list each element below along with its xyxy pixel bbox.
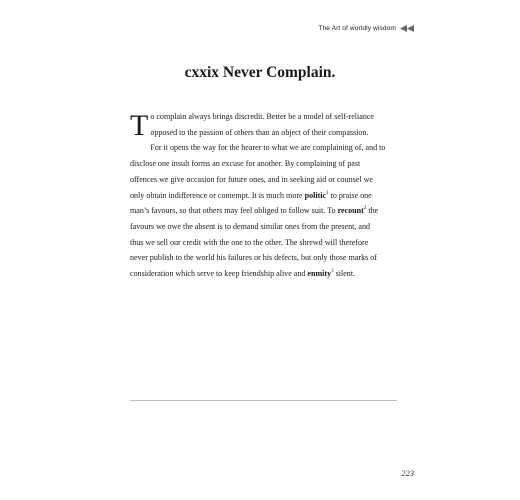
drop-cap: T [130,109,149,142]
text-line [130,156,397,172]
text-run: consideration which serve to keep friendship alive and [130,269,308,279]
footnote-marker: 2 [363,206,367,212]
text-run: only obtain indifference or contempt. It is much more [130,190,305,200]
chapter-title: cxxix Never Complain. [184,64,336,81]
text-run: never publish to the world his failures or his defects, but only those marks of [130,253,377,263]
text-run: o complain always brings discredit. Better be a model of self-reliance [150,112,374,121]
text-run: the [366,206,379,216]
text-run: offences we give occasion for future ones, and in seeking aid or counsel we [130,174,373,184]
glossed-term: recount [337,206,364,216]
running-head-title: The Art of worldly wisdom [318,25,396,32]
text-line [130,203,397,219]
text-run: opposed to the passion of others than an object of their compassion. [150,127,369,137]
text-line [130,219,397,235]
text-line [130,250,397,266]
double-left-arrow-icon [400,25,414,32]
text-run: disclose one insult forms an excuse for another. By complaining of past [130,159,361,169]
text-line [130,188,397,204]
text-line [130,140,397,156]
text-run: favours we owe the absent is to demand similar ones from the present, and [130,221,370,231]
footnote-marker: 1 [326,190,329,196]
body-paragraph [130,109,397,282]
text-run: silent. [333,269,356,279]
text-line [130,266,397,282]
text-line [130,172,397,188]
footnote-divider [130,400,397,401]
glossed-term: politic [304,190,327,200]
paragraph-lines [130,109,397,282]
text-line [130,235,397,251]
footnote-marker: 3 [331,269,334,275]
page-number: 223 [401,468,414,478]
text-line [130,109,397,125]
text-run: man’s favours, so that others may feel obliged to follow suit. To [130,206,338,216]
text-run: thus we sell our credit with the one to the other. The shrewd will therefore [130,237,369,247]
running-head [318,25,414,32]
text-run: to praise one [328,190,372,200]
text-line [130,125,397,141]
text-run: For it opens the way for the hearer to what we are complaining of, and to [150,143,386,153]
glossed-term: enmity [307,269,332,279]
